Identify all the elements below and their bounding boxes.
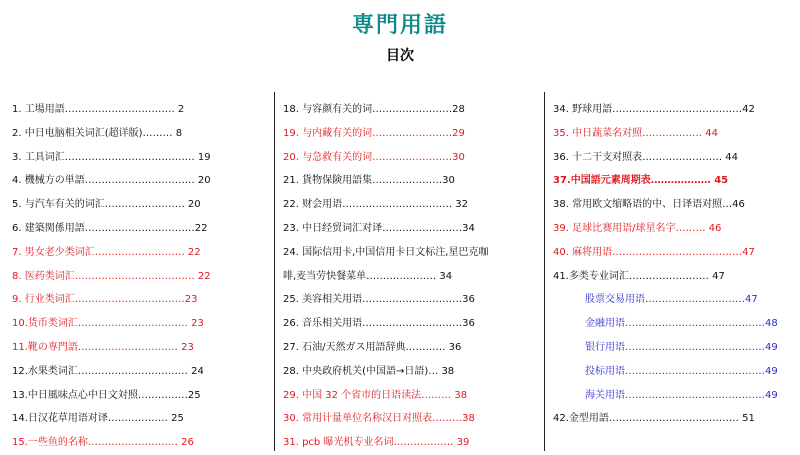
toc-entry-text-cont: 啡,麦当劳快餐菜单………………… 34 bbox=[283, 270, 453, 282]
toc-entry[interactable]: 42.金型用語………………………………… 51 bbox=[553, 413, 755, 425]
toc-entry[interactable]: 40. 麻将用语…………………………………47 bbox=[553, 246, 755, 258]
toc-entry[interactable]: 26. 音乐相关用语…………………………36 bbox=[283, 318, 475, 330]
toc-entry[interactable]: 1. 工場用語…………………………… 2 bbox=[12, 104, 185, 115]
toc-entry[interactable]: 2. 中日电脑相关词汇(超详版)……… 8 bbox=[12, 127, 183, 139]
column-divider-right bbox=[544, 92, 545, 451]
toc-entry[interactable]: 31. pcb 曝光机专业名词……………… 39 bbox=[283, 437, 470, 449]
toc-entry[interactable]: 34. 野球用語…………………………………42 bbox=[553, 104, 755, 115]
toc-entry[interactable]: 14.日汉花草用语对译……………… 25 bbox=[12, 413, 184, 425]
toc-entry[interactable]: 10.货币类词汇…………………………… 23 bbox=[12, 318, 204, 330]
toc-entry[interactable]: 22. 财会用语…………………………… 32 bbox=[283, 199, 468, 211]
column-divider-left bbox=[274, 92, 275, 451]
toc-entry[interactable]: 7. 男女老少类词汇……………………… 22 bbox=[12, 246, 201, 258]
toc-entry[interactable]: 15.一些鱼的名称……………………… 26 bbox=[12, 437, 194, 449]
toc-column-2 bbox=[283, 98, 541, 455]
toc-entry[interactable]: 21. 貨物保険用語集…………………30 bbox=[283, 175, 455, 187]
toc-entry[interactable] bbox=[283, 241, 541, 289]
toc-entry[interactable]: 金融用语……………………………………48 bbox=[585, 318, 778, 330]
toc-entry[interactable]: 36. 十二干支对照表…………………… 44 bbox=[553, 151, 738, 163]
toc-entry[interactable]: 20. 与急救有关的词……………………30 bbox=[283, 151, 465, 163]
toc-entry[interactable]: 6. 建築関係用語……………………………22 bbox=[12, 222, 208, 234]
toc-entry[interactable]: 3. 工具词汇………………………………… 19 bbox=[12, 151, 211, 163]
toc-entry[interactable]: 27. 石油/天然ガス用語辞典………… 36 bbox=[283, 341, 462, 353]
toc-entry[interactable]: 9. 行业类词汇……………………………23 bbox=[12, 294, 198, 306]
toc-entry[interactable]: 23. 中日经贸词汇对译……………………34 bbox=[283, 222, 475, 234]
toc-entry[interactable]: 海关用语……………………………………49 bbox=[585, 389, 778, 401]
toc-entry-text: 24. 国际信用卡,中国信用卡日文标注,星巴克咖 bbox=[283, 246, 489, 258]
toc-entry[interactable]: 8. 医药类词汇……………………………… 22 bbox=[12, 270, 211, 282]
toc-entry[interactable]: 股票交易用语…………………………47 bbox=[585, 294, 758, 306]
toc-entry[interactable]: 41.多类专业词汇…………………… 47 bbox=[553, 270, 725, 282]
toc-entry[interactable]: 18. 与容颜有关的词……………………28 bbox=[283, 104, 465, 115]
toc-entry[interactable]: 35. 中日蔬菜名对照……………… 44 bbox=[553, 127, 718, 139]
toc-entry[interactable]: 39. 足球比赛用语/球星名字……… 46 bbox=[553, 222, 722, 234]
toc-entry[interactable]: 25. 美容相关用语…………………………36 bbox=[283, 294, 475, 306]
toc-entry[interactable]: 5. 与汽车有关的词汇…………………… 20 bbox=[12, 199, 201, 211]
document-title: 専門用語 bbox=[351, 13, 448, 38]
toc-column-3 bbox=[553, 98, 798, 431]
toc-entry[interactable]: 12.水果类词汇…………………………… 24 bbox=[12, 365, 204, 377]
toc-entry[interactable]: 37.中国語元素周期表……………… 45 bbox=[553, 175, 729, 187]
toc-heading: 目次 bbox=[386, 48, 414, 64]
toc-entry[interactable]: 28. 中央政府机关(中国語→日語)… 38 bbox=[283, 365, 455, 377]
toc-column-1 bbox=[12, 98, 270, 455]
toc-entry[interactable]: 29. 中国 32 个省市的日语读法……… 38 bbox=[283, 389, 468, 401]
toc-entry[interactable]: 13.中日風味点心中日文対照……………25 bbox=[12, 389, 201, 401]
toc-entry[interactable]: 投标用语……………………………………49 bbox=[585, 365, 778, 377]
toc-entry[interactable]: 银行用语……………………………………49 bbox=[585, 341, 778, 353]
toc-entry[interactable]: 4. 機械方の単語…………………………… 20 bbox=[12, 175, 211, 187]
toc-entry[interactable]: 30. 常用计量单位名称汉日对照表………38 bbox=[283, 413, 475, 425]
toc-entry[interactable]: 11.靴の専門語………………………… 23 bbox=[12, 341, 194, 353]
toc-entry[interactable]: 38. 常用欧文缩略语的中、日译语对照…46 bbox=[553, 199, 745, 211]
toc-entry[interactable]: 19. 与内藏有关的词……………………29 bbox=[283, 127, 465, 139]
